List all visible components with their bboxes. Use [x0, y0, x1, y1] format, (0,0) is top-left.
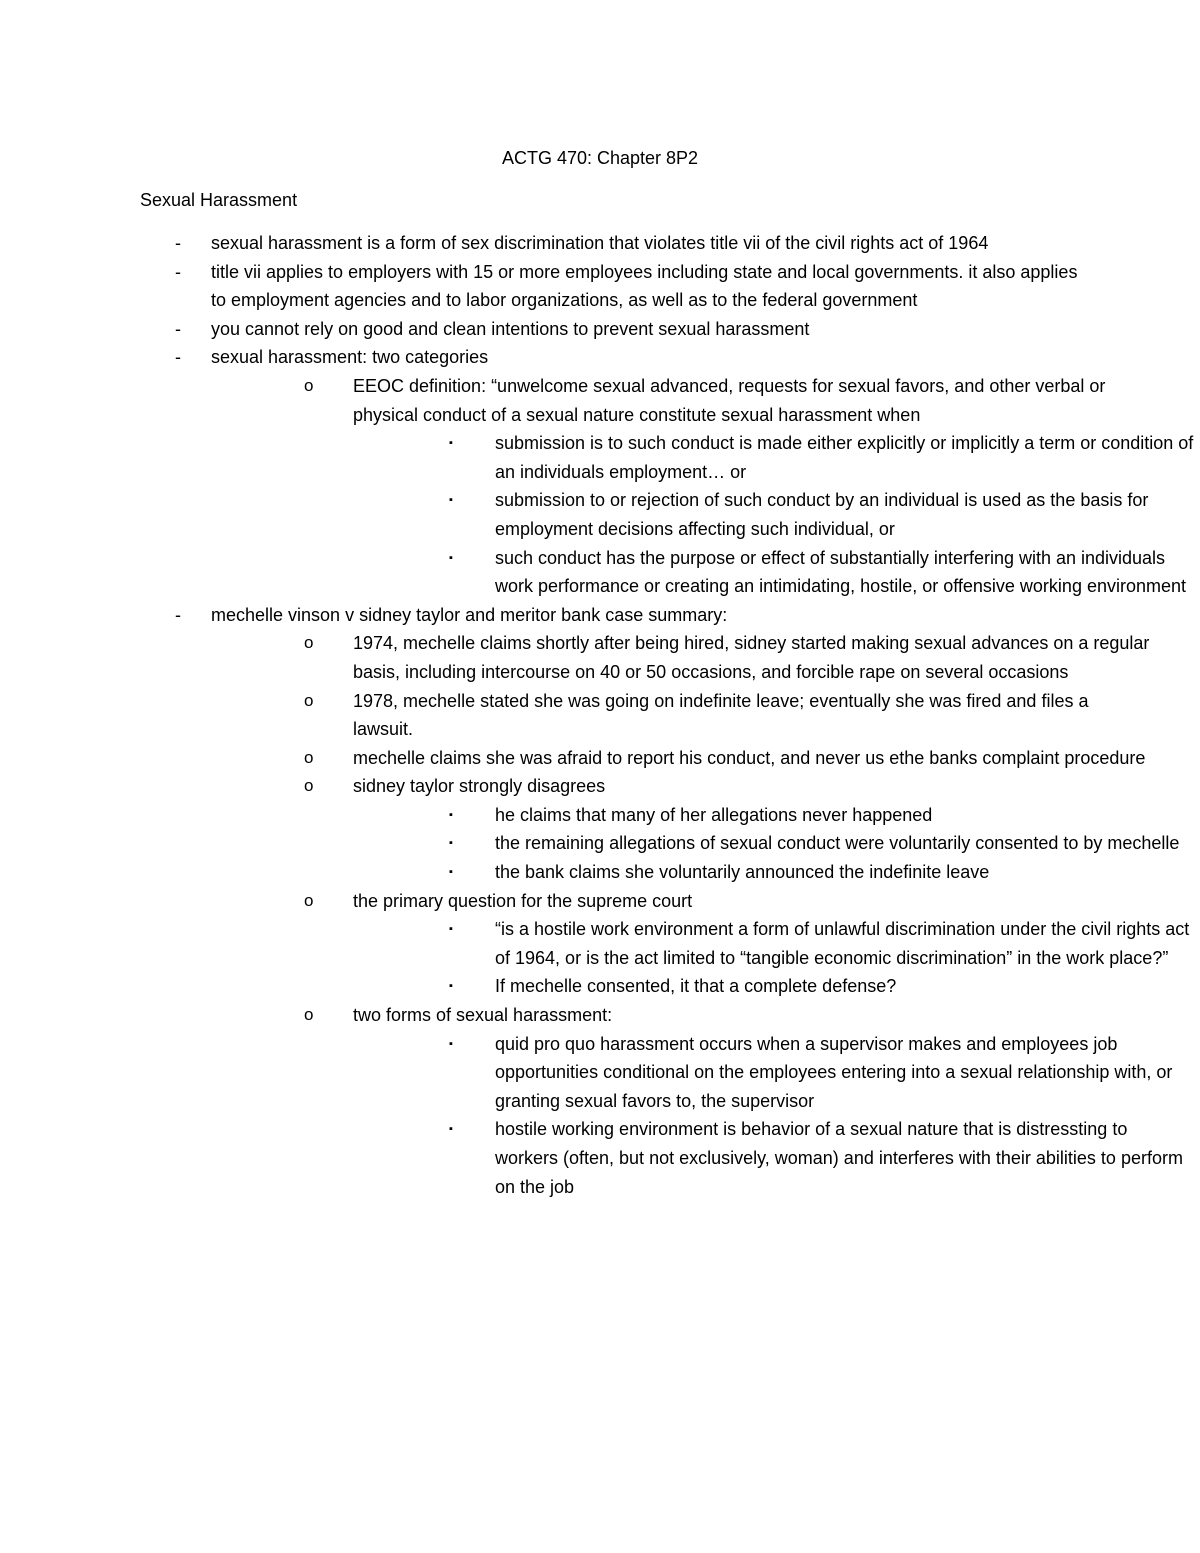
item-text: 1978, mechelle stated she was going on indefinite leave; eventually she was fired and files a lawsuit. — [353, 690, 1089, 740]
sub-sub-list-item — [424, 972, 1195, 1001]
square-bullet: ▪ — [449, 551, 453, 564]
dash-bullet: - — [175, 318, 181, 339]
item-text: the bank claims she voluntarily announced the indefinite leave — [495, 862, 990, 883]
item-text: sidney taylor strongly disagrees — [353, 776, 606, 797]
circle-bullet: o — [304, 890, 314, 910]
sub-sub-list-item — [424, 915, 1195, 972]
list-item — [0, 601, 1190, 1201]
sub-list-item — [282, 887, 1190, 1001]
item-text: sexual harassment: two categories — [211, 347, 489, 368]
square-bullet: ▪ — [449, 437, 453, 450]
dash-bullet: - — [175, 347, 181, 368]
sub-list-item — [282, 1001, 1183, 1201]
square-bullet: ▪ — [449, 1037, 453, 1050]
square-bullet: ▪ — [449, 923, 453, 936]
square-bullet: ▪ — [449, 1123, 453, 1136]
item-text: two forms of sexual harassment: — [353, 1005, 613, 1026]
sub-sub-list-item — [424, 829, 1195, 858]
item-text: you cannot rely on good and clean intentions to prevent sexual harassment — [211, 318, 810, 339]
dash-bullet: - — [175, 261, 181, 282]
square-bullet: ▪ — [449, 980, 453, 993]
square-bullet: ▪ — [449, 494, 453, 507]
item-text: title vii applies to employers with 15 or more employees including state and local governments. it also applies to employment agencies and to labor organizations, as well as to the federal government — [211, 261, 1078, 311]
circle-bullet: o — [304, 690, 314, 710]
sub-list-item — [282, 629, 1153, 686]
item-text: the primary question for the supreme court — [353, 890, 693, 911]
sub-sub-list-item — [424, 486, 1195, 543]
item-text: EEOC definition: “unwelcome sexual advanced, requests for sexual favors, and other verbal or physical conduct of a sexual nature constitute sexual harassment when — [353, 375, 1106, 425]
circle-bullet: o — [304, 776, 314, 796]
item-text: hostile working environment is behavior of a sexual nature that is distressting to workers (often, but not exclusively, woman) and interferes with their abilities to perform on the job — [495, 1119, 1183, 1197]
square-bullet: ▪ — [449, 866, 453, 879]
sub-list-item — [282, 772, 1180, 886]
sub-sub-list-item — [424, 858, 1195, 887]
circle-bullet: o — [304, 375, 314, 395]
sub-list-item — [282, 744, 1153, 773]
circle-bullet: o — [304, 1005, 314, 1025]
list-item — [0, 315, 1081, 344]
square-bullet: ▪ — [449, 808, 453, 821]
dash-bullet: - — [175, 233, 181, 253]
sub-sub-list-item — [424, 801, 1195, 830]
sub-sub-list — [424, 429, 1194, 601]
sub-sub-list — [424, 1030, 1183, 1202]
sub-sub-list-item — [424, 429, 1195, 486]
item-text: sexual harassment is a form of sex discrimination that violates title vii of the civil rights act of 1964 — [211, 233, 989, 253]
sub-list-item — [282, 687, 1153, 744]
sub-sub-list-item — [424, 1115, 1195, 1201]
sub-sub-list — [424, 915, 1190, 1001]
circle-bullet: o — [304, 747, 314, 767]
sub-list-item — [282, 372, 1194, 601]
section-heading: Sexual Harassment — [140, 190, 298, 210]
sub-sub-list-item — [424, 1030, 1195, 1116]
item-text: “is a hostile work environment a form of unlawful discrimination under the civil rights act of 1964, or is the act limited to “tangible economic discrimination” in the work place?” — [495, 919, 1190, 968]
item-text: 1974, mechelle claims shortly after being hired, sidney started making sexual advances on a regular basis, including intercourse on 40 or 50 occasions, and forcible rape on several occasions — [353, 633, 1150, 682]
item-text: submission is to such conduct is made either explicitly or implicitly a term or condition of an individuals employment… or — [495, 433, 1194, 482]
list-item — [0, 258, 1081, 315]
sub-sub-list — [424, 801, 1180, 887]
circle-bullet: o — [304, 633, 314, 653]
item-text: he claims that many of her allegations never happened — [495, 804, 933, 825]
item-text: quid pro quo harassment occurs when a supervisor makes and employees job opportunities conditional on the employees entering into a sexual relationship with, or granting sexual favors to, the supervisor — [495, 1033, 1173, 1111]
sub-list — [282, 629, 1190, 1201]
item-text: submission to or rejection of such conduct by an individual is used as the basis for employment decisions affecting such individual, or — [495, 490, 1149, 539]
sub-sub-list-item — [424, 544, 1195, 601]
item-text: mechelle claims she was afraid to report his conduct, and never us ethe banks complaint procedure — [353, 747, 1146, 768]
sub-list — [282, 372, 1194, 601]
list-item — [0, 229, 1081, 258]
item-text: such conduct has the purpose or effect of substantially interfering with an individuals work performance or creating an intimidating, hostile, or offensive working environment — [495, 547, 1187, 597]
item-text: mechelle vinson v sidney taylor and meritor bank case summary: — [211, 604, 728, 625]
main-list — [0, 229, 1200, 1201]
list-item — [0, 343, 1194, 600]
item-text: If mechelle consented, it that a complete defense? — [495, 976, 897, 997]
document-title: ACTG 470: Chapter 8P2 — [501, 148, 699, 168]
square-bullet: ▪ — [449, 837, 453, 850]
item-text: the remaining allegations of sexual conduct were voluntarily consented to by mechelle — [495, 833, 1180, 854]
dash-bullet: - — [175, 604, 181, 625]
